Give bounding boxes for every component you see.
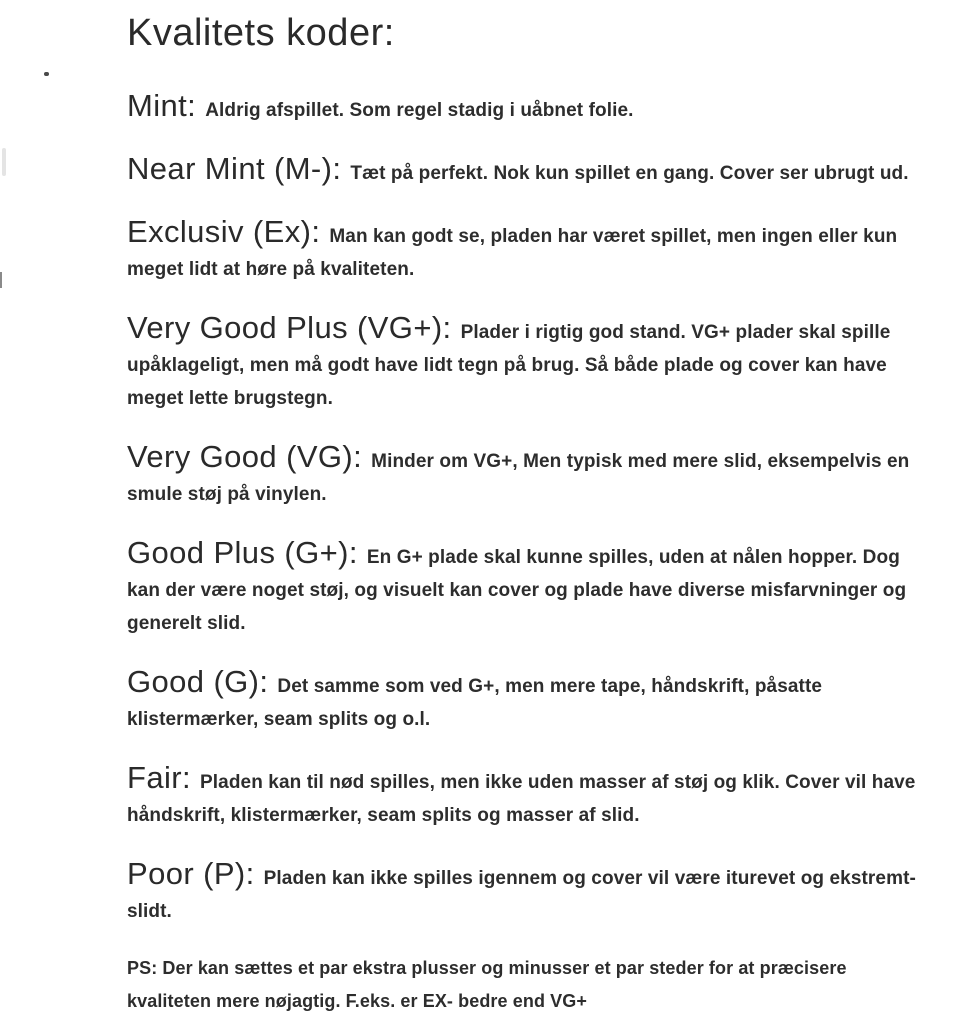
grade-entry-fair xyxy=(127,760,919,832)
scan-edge-line-artifact xyxy=(0,272,2,288)
grade-entry-exclusiv xyxy=(127,214,919,286)
grade-entry-very-good xyxy=(127,439,919,511)
grade-term: Near Mint (M-): xyxy=(127,151,342,186)
grade-entry-mint xyxy=(127,88,919,127)
grade-term: Fair: xyxy=(127,760,191,795)
grade-description: Pladen kan til nød spilles, men ikke uden masser af støj og klik. Cover vil have håndskrift, klistermærker, seam splits og masser af slid. xyxy=(127,772,916,826)
grade-term: Poor (P): xyxy=(127,856,255,891)
grade-description: Tæt på perfekt. Nok kun spillet en gang. Cover ser ubrugt ud. xyxy=(350,163,909,184)
grade-term: Mint: xyxy=(127,88,197,123)
grade-term: Exclusiv (Ex): xyxy=(127,214,321,249)
scan-speck-artifact xyxy=(44,72,49,76)
grade-description: Pladen kan ikke spilles igennem og cover vil være iturevet og ekstremt- slidt. xyxy=(127,868,916,922)
page-title: Kvalitets koder: xyxy=(127,12,395,54)
grade-term: Very Good (VG): xyxy=(127,439,363,474)
grade-entry-good-plus xyxy=(127,535,919,640)
grade-entry-poor xyxy=(127,856,919,928)
document-body xyxy=(127,10,919,1018)
grade-entry-near-mint xyxy=(127,151,919,190)
grade-entry-very-good-plus xyxy=(127,310,919,415)
scan-smudge-artifact xyxy=(2,148,6,176)
grade-description: Minder om VG+, Men typisk med mere slid, eksempelvis en smule støj på vinylen. xyxy=(127,451,910,505)
grade-term: Good Plus (G+): xyxy=(127,535,358,570)
grade-term: Good (G): xyxy=(127,664,269,699)
grade-description: Det samme som ved G+, men mere tape, håndskrift, påsatte klistermærker, seam splits og o.l. xyxy=(127,676,823,730)
grade-description: Aldrig afspillet. Som regel stadig i uåbnet folie. xyxy=(205,100,634,121)
ps-footnote: PS: Der kan sættes et par ekstra plusser og minusser et par steder for at præcisere kvaliteten mere nøjagtig. F.eks. er EX- bedre end VG+ xyxy=(127,958,847,1011)
grade-description: Plader i rigtig god stand. VG+ plader skal spille upåklageligt, men må godt have lidt tegn på brug. Så både plade og cover kan have meget lette brugstegn. xyxy=(127,322,891,409)
grade-description: Man kan godt se, pladen har været spillet, men ingen eller kun meget lidt at høre på kvaliteten. xyxy=(127,226,898,280)
grade-term: Very Good Plus (VG+): xyxy=(127,310,452,345)
grade-description: En G+ plade skal kunne spilles, uden at nålen hopper. Dog kan der være noget støj, og visuelt kan cover og plade have diverse misfarvninger og generelt slid. xyxy=(127,547,907,634)
grade-entry-good xyxy=(127,664,919,736)
